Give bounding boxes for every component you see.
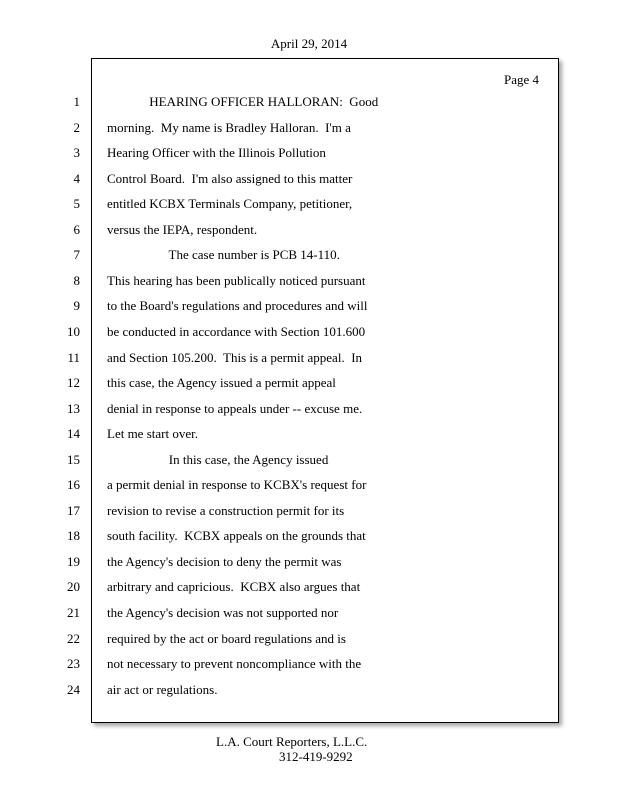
transcript-date: April 29, 2014 [270,36,348,51]
line-text: denial in response to appeals under -- excuse me. [107,401,363,416]
line-number: 3 [73,145,80,160]
line-text: morning. My name is Bradley Halloran. I'm a [107,120,351,135]
line-number: 9 [73,298,80,313]
line-text: The case number is PCB 14-110. [107,247,340,262]
line-text: Hearing Officer with the Illinois Pollution [107,145,326,160]
line-text: and Section 105.200. This is a permit appeal. In [107,350,363,365]
line-text: the Agency's decision was not supported nor [107,605,339,620]
line-number: 8 [73,273,80,288]
line-number: 20 [67,579,80,594]
line-text: air act or regulations. [107,682,218,697]
line-number: 15 [67,452,80,467]
line-number: 11 [67,350,80,365]
line-text: the Agency's decision to deny the permit was [107,554,342,569]
line-number: 19 [67,554,80,569]
line-number: 5 [73,196,80,211]
footer-phone: 312-419-9292 [279,749,353,764]
line-text: south facility. KCBX appeals on the grounds that [107,528,366,543]
line-number: 16 [67,477,80,492]
line-text: This hearing has been publically noticed pursuant [107,273,366,288]
line-text: In this case, the Agency issued [107,452,329,467]
line-number: 14 [67,426,80,441]
line-number: 6 [73,222,80,237]
line-text: arbitrary and capricious. KCBX also argues that [107,579,361,594]
line-text: Control Board. I'm also assigned to this matter [107,171,353,186]
line-number: 21 [67,605,80,620]
line-text: be conducted in accordance with Section 101.600 [107,324,366,339]
line-number: 23 [67,656,80,671]
line-text: HEARING OFFICER HALLORAN: Good [107,94,379,109]
line-number: 18 [67,528,80,543]
line-text: to the Board's regulations and procedures and will [107,298,368,313]
line-number: 13 [67,401,80,416]
line-text: entitled KCBX Terminals Company, petitioner, [107,196,353,211]
line-text: required by the act or board regulations and is [107,631,346,646]
line-number: 12 [67,375,80,390]
line-number: 4 [73,171,80,186]
line-number: 24 [67,682,80,697]
line-text: not necessary to prevent noncompliance with the [107,656,362,671]
line-text: versus the IEPA, respondent. [107,222,258,237]
page-number: Page 4 [504,72,540,87]
line-number: 1 [73,94,80,109]
line-number: 2 [73,120,80,135]
line-number: 10 [67,324,80,339]
line-text: revision to revise a construction permit for its [107,503,345,518]
line-text: Let me start over. [107,426,198,441]
line-text: a permit denial in response to KCBX's request for [107,477,367,492]
footer-company: L.A. Court Reporters, L.L.C. [216,734,368,749]
line-number: 7 [73,247,80,262]
line-text: this case, the Agency issued a permit appeal [107,375,336,390]
line-number: 22 [67,631,80,646]
line-number: 17 [67,503,80,518]
